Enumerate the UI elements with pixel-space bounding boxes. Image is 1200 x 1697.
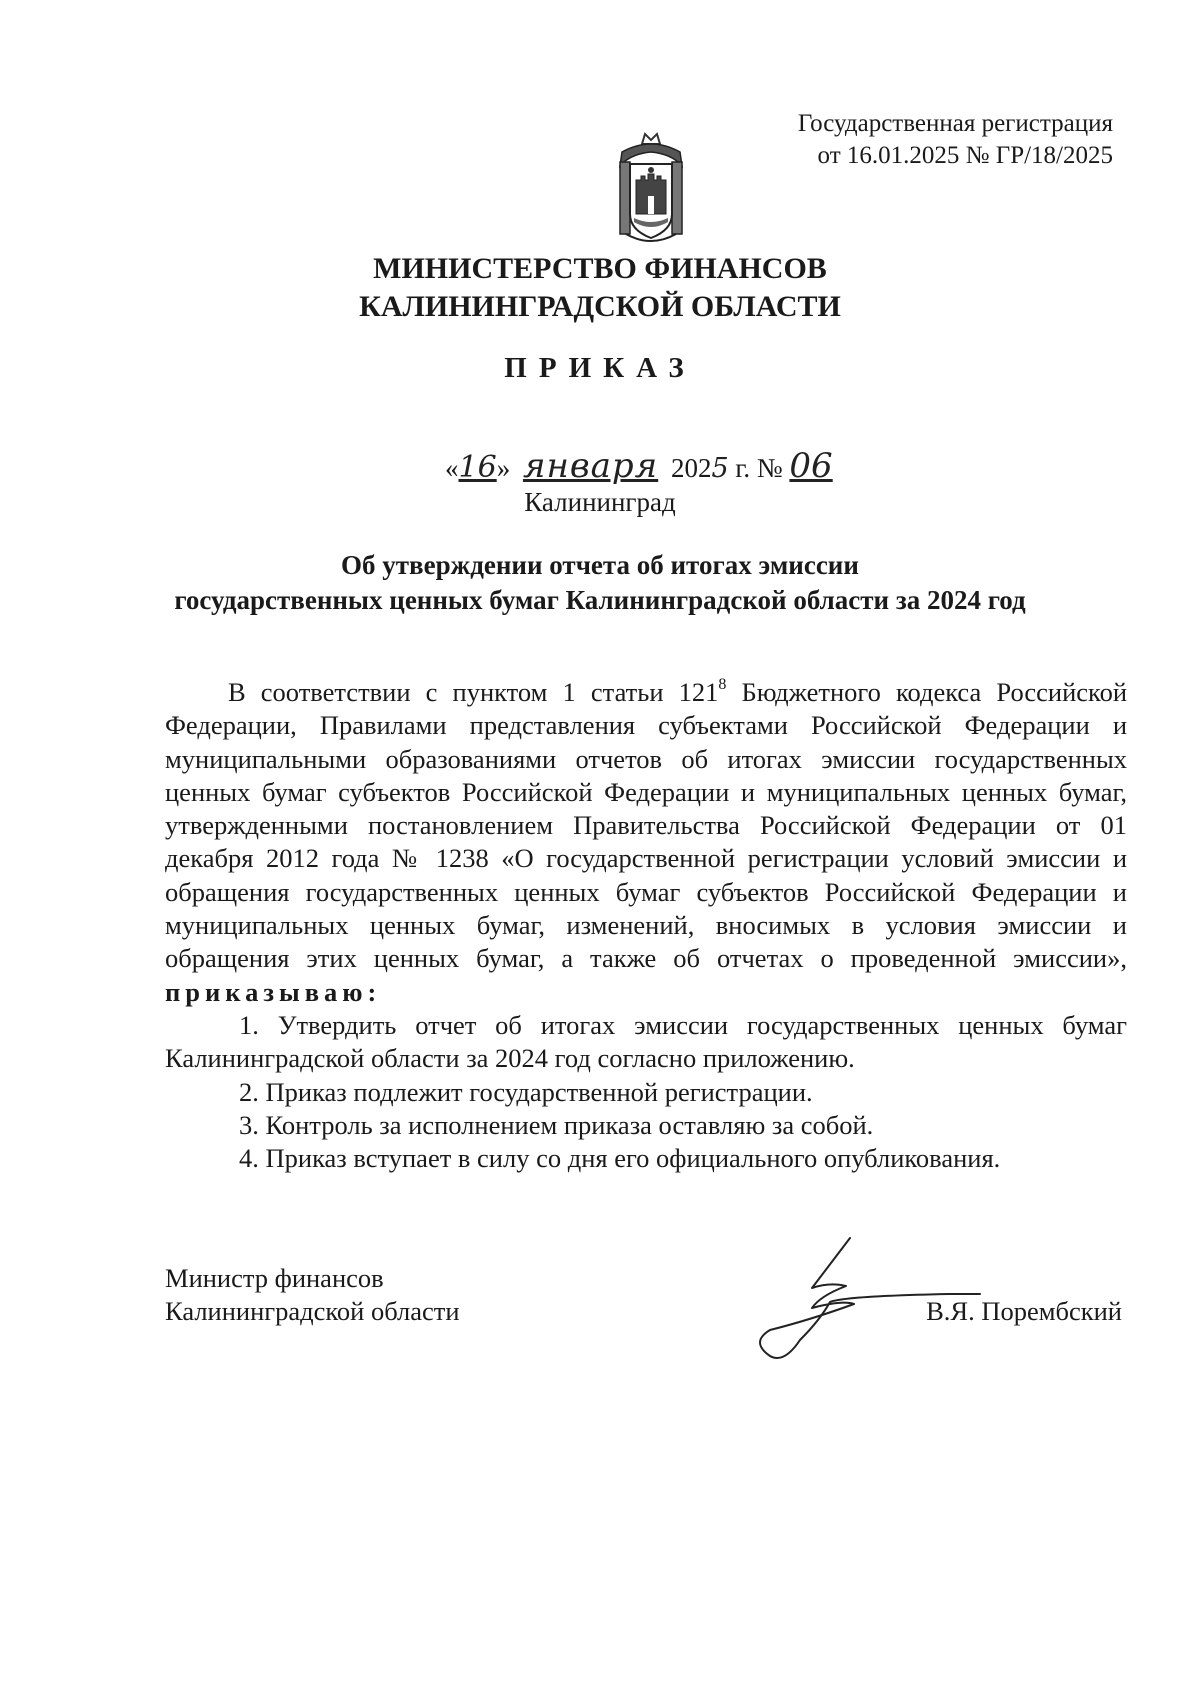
document-type: ПРИКАЗ (504, 352, 696, 384)
subject-line-2: государственных ценных бумаг Калининградской области за 2024 год (174, 585, 1026, 615)
year-suffix: г. № (728, 453, 783, 483)
signatory-name: В.Я. Порембский (926, 1296, 1122, 1326)
order-item: 4. Приказ вступает в силу со дня его официального опубликования. (239, 1143, 1001, 1174)
order-subject (0, 548, 1200, 618)
signatory-title-line-1: Министр финансов (165, 1263, 384, 1293)
preamble-after-sup: Бюджетного кодекса Российской Федерации, Правилами представления субъектами Российской Федерации и муниципальными образованиями отчетов об итогах эмиссии государственных ценных бумаг субъектов Российской Федерации и муниципальных ценных бумаг, утвержденными постановлением Правительства Российской Федерации от 01 декабря 2012 года № 1238 «О государственной регистрации условий эмиссии и обращения государственных ценных бумаг субъектов Российской Федерации и муниципальных ценных бумаг, изменений, вносимых в условия эмиссии и обращения этих ценных бумаг, а также об отчетах о проведенной эмиссии», (165, 677, 1128, 974)
registration-line-2: от 16.01.2025 № ГР/18/2025 (817, 142, 1113, 169)
subject-line-1: Об утверждении отчета об итогах эмиссии (341, 550, 859, 580)
order-body (165, 676, 1127, 1175)
order-item: 3. Контроль за исполнением приказа оставляю за собой. (239, 1109, 874, 1140)
preamble-before-sup: В соответствии с пунктом 1 статьи 121 (228, 677, 719, 707)
coat-of-arms-icon (612, 130, 690, 246)
order-item: 1. Утвердить отчет об итогах эмиссии государственных ценных бумаг Калининградской области за 2024 год согласно приложению. (165, 1009, 1127, 1074)
ministry-name (0, 250, 1200, 326)
handwritten-day: 16 (458, 450, 497, 485)
open-quote: « (445, 453, 459, 483)
registration-line-1: Государственная регистрация (797, 110, 1113, 137)
close-quote: » (496, 453, 511, 483)
order-word: приказываю: (165, 976, 382, 1007)
signatory-title-line-2: Калининградской области (165, 1296, 460, 1326)
registration-stamp (798, 108, 1113, 172)
article-superscript: 8 (718, 676, 727, 693)
preamble-paragraph (165, 676, 1127, 1009)
handwritten-month: января (522, 446, 659, 486)
handwritten-order-number: 06 (789, 446, 833, 486)
year-prefix: 202 (670, 453, 712, 483)
order-item: 2. Приказ подлежит государственной регистрации. (239, 1076, 813, 1107)
ministry-line-1: МИНИСТЕРСТВО ФИНАНСОВ (373, 252, 827, 285)
ministry-line-2: КАЛИНИНГРАДСКОЙ ОБЛАСТИ (359, 290, 841, 323)
handwritten-year-digit: 5 (711, 453, 729, 484)
signatory-title (165, 1262, 460, 1328)
order-date-line (445, 446, 833, 486)
city: Калининград (524, 487, 676, 517)
